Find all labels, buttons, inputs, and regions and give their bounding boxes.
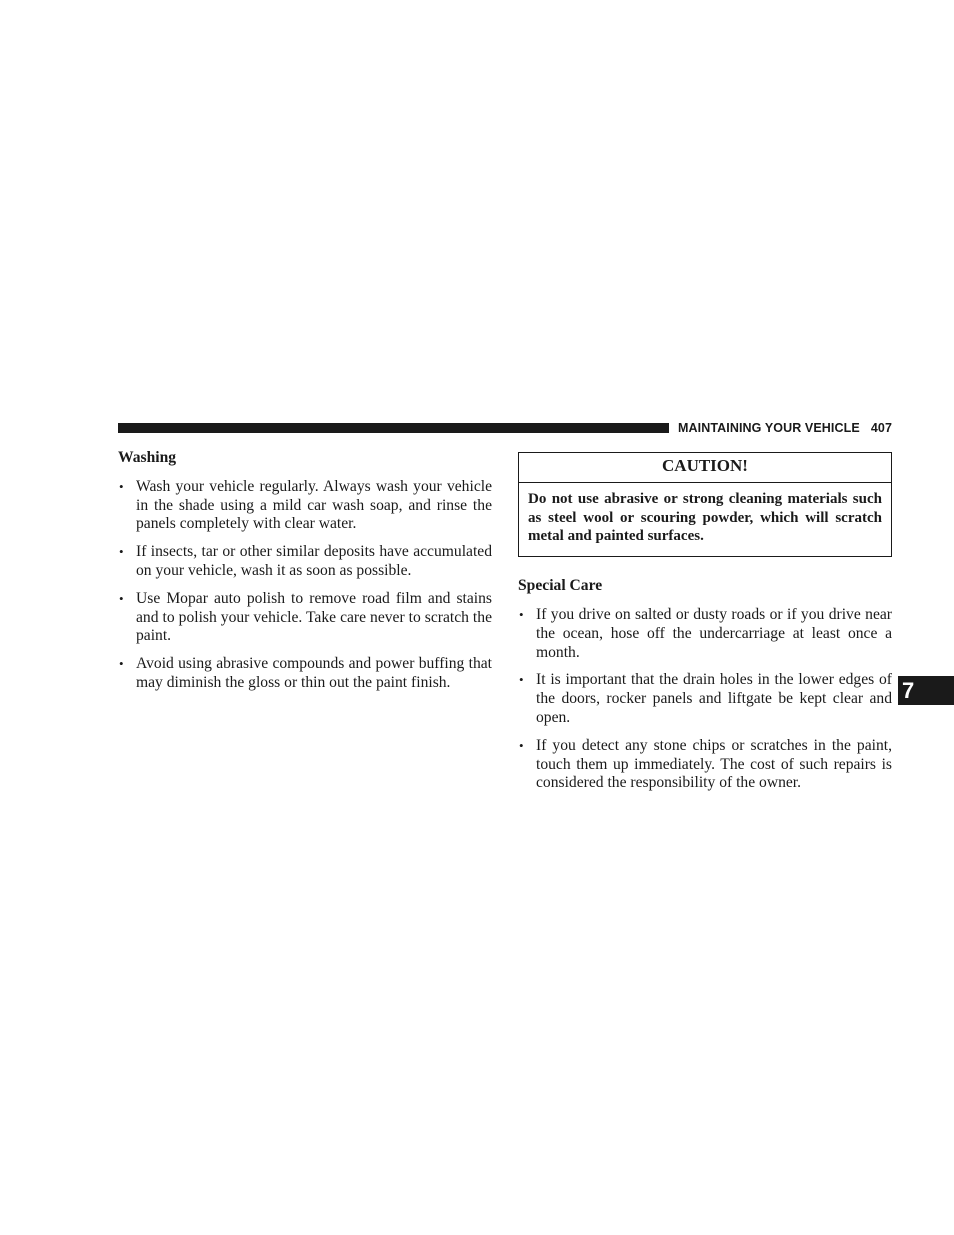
caution-body: Do not use abrasive or strong cleaning materials such as steel wool or scouring powder, which will scratch metal and painted surfaces. <box>528 490 882 545</box>
list-item-text: Wash your vehicle regularly. Always wash your vehicle in the shade using a mild car wash soap, and rinse the panels completely with clear water. <box>136 477 492 533</box>
bullet-icon: • <box>519 606 524 622</box>
list-item-text: If you drive on salted or dusty roads or if you drive near the ocean, hose off the undercarriage at least once a month. <box>536 605 892 661</box>
caution-title: CAUTION! <box>519 453 891 483</box>
list-item-text: Avoid using abrasive compounds and power buffing that may diminish the gloss or thin out the paint finish. <box>136 655 492 691</box>
page-number: 407 <box>870 421 892 435</box>
list-item <box>118 655 492 693</box>
bullet-icon: • <box>119 544 124 560</box>
right-column <box>518 452 892 802</box>
list-item <box>518 606 892 662</box>
list-item-text: If insects, tar or other similar deposits have accumulated on your vehicle, wash it as soon as possible. <box>136 543 492 579</box>
list-item <box>518 737 892 793</box>
washing-list <box>118 478 492 693</box>
bullet-icon: • <box>519 672 524 688</box>
list-item <box>118 478 492 534</box>
running-header <box>678 420 892 436</box>
list-item <box>118 590 492 646</box>
washing-heading: Washing <box>118 449 177 466</box>
chapter-tab: 7 <box>898 676 954 705</box>
list-item-text: If you detect any stone chips or scratches in the paint, touch them up immediately. The cost of such repairs is considered the responsibility of the owner. <box>536 736 892 792</box>
section-title: MAINTAINING YOUR VEHICLE <box>678 421 860 435</box>
bullet-icon: • <box>519 737 524 753</box>
caution-box <box>518 452 892 557</box>
special-care-list <box>518 606 892 793</box>
left-column <box>118 449 492 702</box>
bullet-icon: • <box>119 656 124 672</box>
list-item <box>518 671 892 727</box>
special-care-heading: Special Care <box>518 577 603 595</box>
list-item-text: Use Mopar auto polish to remove road film and stains and to polish your vehicle. Take care never to scratch the paint. <box>136 589 492 645</box>
header-rule <box>118 423 669 433</box>
list-item <box>118 543 492 581</box>
list-item-text: It is important that the drain holes in the lower edges of the doors, rocker panels and liftgate be kept clear and open. <box>536 671 892 726</box>
bullet-icon: • <box>119 478 124 494</box>
bullet-icon: • <box>119 590 124 606</box>
